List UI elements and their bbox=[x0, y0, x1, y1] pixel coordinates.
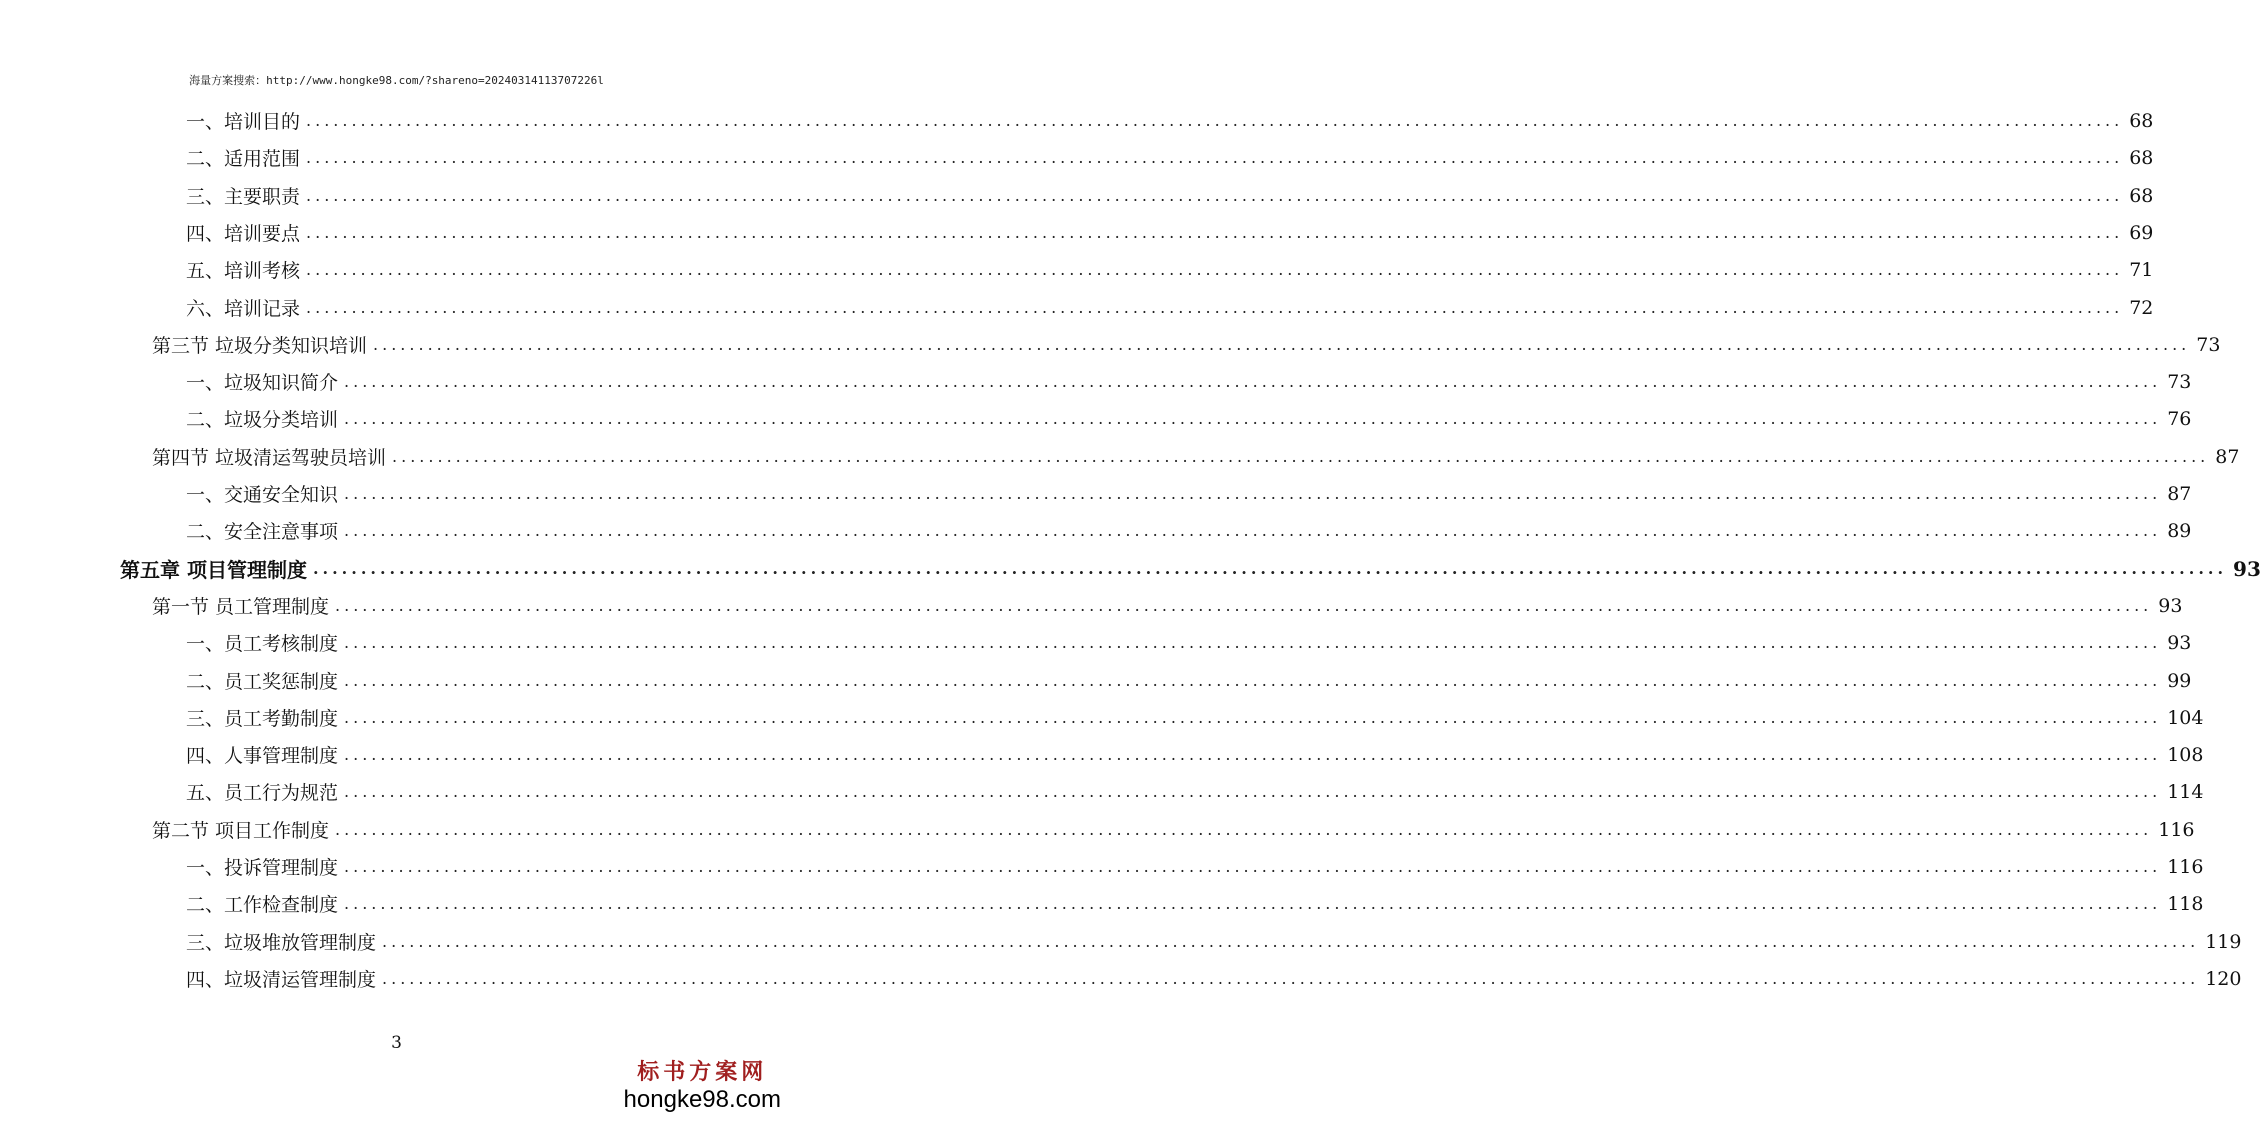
watermark-cn: 标书方案网 bbox=[637, 1059, 768, 1085]
toc-entry[interactable] bbox=[152, 438, 2240, 475]
toc-entry[interactable] bbox=[186, 475, 2192, 512]
toc-entry-title: 三、垃圾堆放管理制度 bbox=[186, 932, 377, 954]
toc-entry[interactable] bbox=[186, 624, 2192, 661]
toc-leader-dots: ........................................................................................................................................................................................................ bbox=[306, 260, 2124, 279]
toc-leader-dots: ........................................................................................................................................................................................................ bbox=[344, 409, 2162, 428]
toc-entry-page: 89 bbox=[2167, 519, 2192, 542]
toc-entry[interactable] bbox=[186, 662, 2192, 699]
toc-entry-page: 76 bbox=[2167, 407, 2192, 430]
toc-entry[interactable] bbox=[186, 139, 2154, 176]
toc-entry-page: 93 bbox=[2158, 594, 2183, 617]
toc-entry-title: 五、员工行为规范 bbox=[186, 782, 339, 804]
toc-entry-title: 一、垃圾知识简介 bbox=[186, 372, 339, 394]
toc-entry-title: 五、培训考核 bbox=[186, 260, 301, 282]
toc-leader-dots: ........................................................................................................................................................................................................ bbox=[344, 857, 2162, 876]
toc-leader-dots: ........................................................................................................................................................................................................ bbox=[306, 223, 2124, 242]
toc-leader-dots: ........................................................................................................................................................................................................ bbox=[344, 633, 2162, 652]
toc-entry[interactable] bbox=[152, 326, 2221, 363]
toc-entry[interactable] bbox=[120, 550, 2261, 587]
toc-entry-title: 四、人事管理制度 bbox=[186, 745, 339, 767]
page-number: 3 bbox=[391, 1033, 402, 1053]
toc-leader-dots: ........................................................................................................................................................................................................ bbox=[335, 596, 2153, 615]
toc-entry[interactable] bbox=[152, 811, 2195, 848]
toc-entry-page: 116 bbox=[2158, 818, 2195, 841]
toc-entry-title: 二、适用范围 bbox=[186, 148, 301, 170]
toc-entry-title: 第五章 项目管理制度 bbox=[120, 558, 307, 582]
toc-entry[interactable] bbox=[186, 289, 2154, 326]
toc-entry-title: 一、交通安全知识 bbox=[186, 484, 339, 506]
toc-entry-page: 72 bbox=[2129, 296, 2154, 319]
toc-entry-page: 87 bbox=[2215, 445, 2240, 468]
toc-entry-page: 119 bbox=[2205, 930, 2242, 953]
toc-leader-dots: ........................................................................................................................................................................................................ bbox=[306, 298, 2124, 317]
toc-entry[interactable] bbox=[186, 848, 2204, 885]
toc-leader-dots: ........................................................................................................................................................................................................ bbox=[344, 745, 2162, 764]
toc-entry-title: 第一节 员工管理制度 bbox=[152, 596, 330, 618]
toc-entry-page: 68 bbox=[2129, 109, 2154, 132]
toc-entry-page: 120 bbox=[2205, 967, 2242, 990]
toc-entry-page: 116 bbox=[2167, 855, 2204, 878]
toc-entry-title: 第三节 垃圾分类知识培训 bbox=[152, 335, 368, 357]
toc-entry-title: 二、员工奖惩制度 bbox=[186, 671, 339, 693]
toc-entry-page: 104 bbox=[2167, 706, 2204, 729]
toc-entry-title: 三、员工考勤制度 bbox=[186, 708, 339, 730]
toc-entry[interactable] bbox=[186, 512, 2192, 549]
toc-entry[interactable] bbox=[186, 363, 2192, 400]
toc-entry-title: 一、投诉管理制度 bbox=[186, 857, 339, 879]
toc-entry[interactable] bbox=[186, 773, 2204, 810]
toc-leader-dots: ........................................................................................................................................................................................................ bbox=[306, 186, 2124, 205]
toc-leader-dots: ........................................................................................................................................................................................................ bbox=[344, 484, 2162, 503]
toc-entry-title: 二、安全注意事项 bbox=[186, 521, 339, 543]
toc-entry[interactable] bbox=[152, 587, 2183, 624]
toc-entry-page: 118 bbox=[2167, 892, 2204, 915]
toc-entry[interactable] bbox=[186, 736, 2204, 773]
watermark-logo bbox=[624, 1055, 781, 1114]
toc-entry-page: 93 bbox=[2167, 631, 2192, 654]
toc-entry-title: 第二节 项目工作制度 bbox=[152, 820, 330, 842]
toc-entry-title: 六、培训记录 bbox=[186, 298, 301, 320]
toc-entry-page: 108 bbox=[2167, 743, 2204, 766]
toc-entry-title: 二、垃圾分类培训 bbox=[186, 409, 339, 431]
toc-entry[interactable] bbox=[186, 177, 2154, 214]
toc-leader-dots: ........................................................................................................................................................................................................ bbox=[344, 782, 2162, 801]
toc-entry-title: 四、垃圾清运管理制度 bbox=[186, 969, 377, 991]
toc-entry[interactable] bbox=[186, 960, 2242, 997]
toc-leader-dots: ........................................................................................................................................................................................................ bbox=[392, 447, 2210, 466]
toc-leader-dots: ........................................................................................................................................................................................................ bbox=[373, 335, 2191, 354]
toc-leader-dots: ........................................................................................................................................................................................................ bbox=[344, 671, 2162, 690]
toc-entry[interactable] bbox=[186, 251, 2154, 288]
toc-entry[interactable] bbox=[186, 102, 2154, 139]
toc-leader-dots: ........................................................................................................................................................................................................ bbox=[335, 820, 2153, 839]
toc-leader-dots: ........................................................................................................................................................................................................ bbox=[344, 372, 2162, 391]
toc-entry-page: 99 bbox=[2167, 669, 2192, 692]
toc-leader-dots: ........................................................................................................................................................................................................ bbox=[382, 932, 2200, 951]
toc-entry-title: 第四节 垃圾清运驾驶员培训 bbox=[152, 447, 387, 469]
toc-entry-page: 68 bbox=[2129, 146, 2154, 169]
toc-entry-title: 四、培训要点 bbox=[186, 223, 301, 245]
toc-entry[interactable] bbox=[186, 885, 2204, 922]
toc-entry-title: 一、员工考核制度 bbox=[186, 633, 339, 655]
toc-entry-page: 93 bbox=[2233, 556, 2261, 581]
toc-leader-dots: ........................................................................................................................................................................................................ bbox=[382, 969, 2200, 988]
toc-entry-page: 87 bbox=[2167, 482, 2192, 505]
toc-leader-dots: ........................................................................................................................................................................................................ bbox=[306, 111, 2124, 130]
toc-leader-dots: ........................................................................................................................................................................................................ bbox=[344, 521, 2162, 540]
toc-entry-page: 69 bbox=[2129, 221, 2154, 244]
toc-entry-page: 73 bbox=[2167, 370, 2192, 393]
toc-entry-title: 二、工作检查制度 bbox=[186, 894, 339, 916]
toc-leader-dots: ........................................................................................................................................................................................................ bbox=[312, 559, 2228, 578]
toc-entry-page: 114 bbox=[2167, 780, 2204, 803]
toc-entry[interactable] bbox=[186, 214, 2154, 251]
toc-entry-page: 73 bbox=[2196, 333, 2221, 356]
watermark-en: hongke98.com bbox=[623, 1086, 781, 1113]
page-header-url: 海量方案搜索：http://www.hongke98.com/?shareno=20240314113707226l bbox=[189, 74, 604, 87]
toc-leader-dots: ........................................................................................................................................................................................................ bbox=[344, 708, 2162, 727]
toc-entry-page: 71 bbox=[2129, 258, 2154, 281]
toc-entry[interactable] bbox=[186, 699, 2204, 736]
toc-entry[interactable] bbox=[186, 400, 2192, 437]
toc-entry-title: 一、培训目的 bbox=[186, 111, 301, 133]
toc-leader-dots: ........................................................................................................................................................................................................ bbox=[344, 894, 2162, 913]
toc-entry-title: 三、主要职责 bbox=[186, 186, 301, 208]
toc-entry[interactable] bbox=[186, 923, 2242, 960]
toc-leader-dots: ........................................................................................................................................................................................................ bbox=[306, 148, 2124, 167]
toc-entry-page: 68 bbox=[2129, 184, 2154, 207]
